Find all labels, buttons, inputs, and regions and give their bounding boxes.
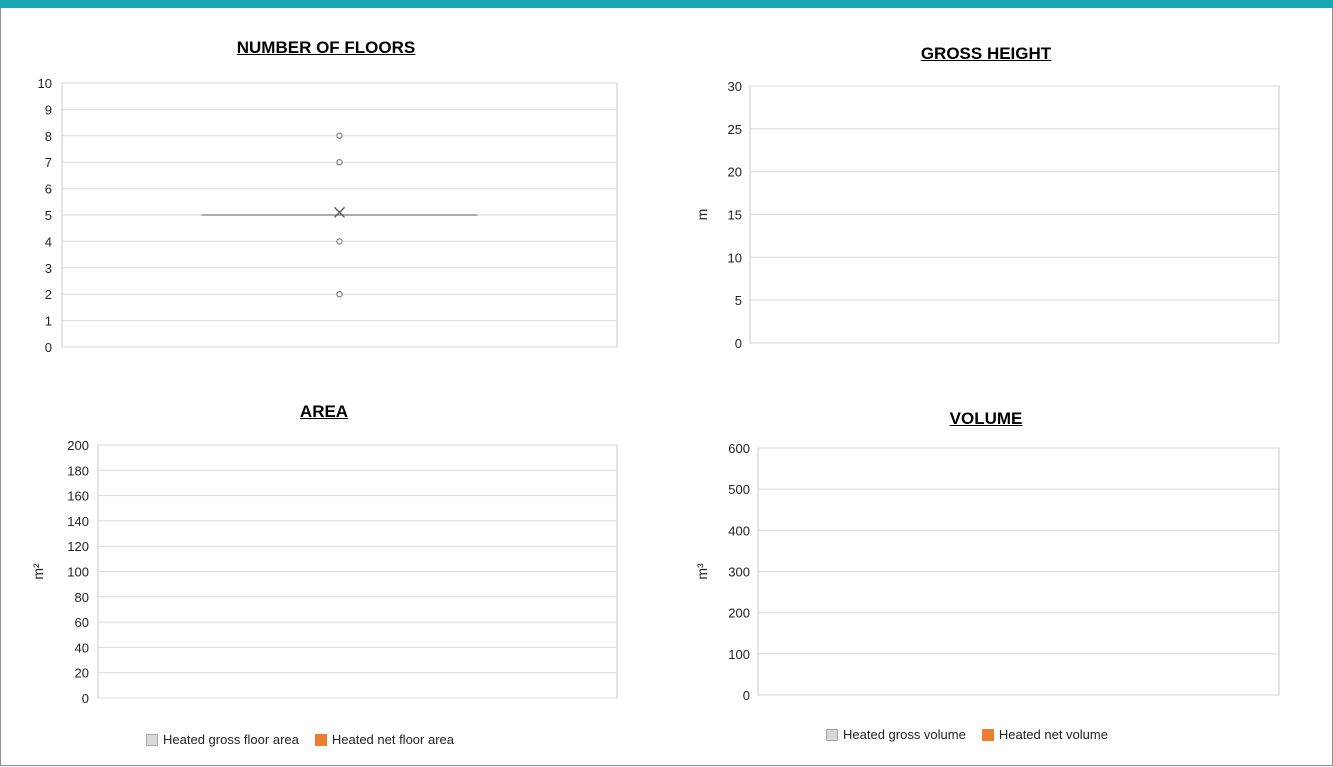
legend-item-gross-area xyxy=(146,732,299,747)
legend-swatch-net-volume xyxy=(982,729,994,741)
area-tick-label: 100 xyxy=(67,564,89,580)
volume-tick-label: 400 xyxy=(728,523,750,539)
legend-item-gross-volume xyxy=(826,727,966,742)
floors-outlier-point xyxy=(337,133,342,138)
area-tick-label: 200 xyxy=(67,438,89,453)
floors-outlier-point xyxy=(337,239,342,244)
area-legend xyxy=(146,732,464,747)
height-tick-label: 25 xyxy=(727,121,742,137)
legend-item-net-volume xyxy=(982,727,1108,742)
height-axis-unit: m xyxy=(694,208,710,221)
height-tick-label: 30 xyxy=(727,79,742,94)
height-tick-label: 5 xyxy=(734,293,742,309)
floors-tick-label: 7 xyxy=(44,155,52,171)
floors-tick-label: 8 xyxy=(44,128,52,144)
area-axis-unit: m² xyxy=(30,563,46,580)
legend-label-net-area: Heated net floor area xyxy=(331,732,454,747)
area-tick-label: 160 xyxy=(67,488,89,504)
volume-chart-title: VOLUME xyxy=(949,409,1023,428)
area-tick-label: 180 xyxy=(67,463,89,479)
area-tick-label: 0 xyxy=(81,691,89,706)
volume-tick-label: 300 xyxy=(728,564,750,580)
floors-tick-label: 0 xyxy=(44,340,52,355)
area-tick-label: 60 xyxy=(74,615,89,631)
area-chart-title: AREA xyxy=(299,402,349,421)
height-tick-label: 0 xyxy=(734,336,742,351)
floors-outlier-point xyxy=(337,160,342,165)
floors-tick-label: 4 xyxy=(44,234,52,250)
legend-item-net-area xyxy=(315,732,454,747)
height-chart-title: GROSS HEIGHT xyxy=(920,44,1052,63)
legend-label-gross-area: Heated gross floor area xyxy=(163,732,299,747)
area-tick-label: 140 xyxy=(67,513,89,529)
volume-tick-label: 100 xyxy=(728,646,750,662)
volume-tick-label: 500 xyxy=(728,482,750,498)
legend-swatch-gross-volume xyxy=(826,729,838,741)
volume-legend xyxy=(826,727,1118,742)
legend-label-gross-volume: Heated gross volume xyxy=(843,727,966,742)
floors-tick-label: 10 xyxy=(37,76,52,91)
floors-tick-label: 5 xyxy=(44,208,52,223)
height-tick-label: 10 xyxy=(727,250,742,266)
floors-tick-label: 9 xyxy=(44,102,52,118)
floors-outlier-point xyxy=(337,292,342,297)
volume-tick-label: 600 xyxy=(728,441,750,456)
height-tick-label: 15 xyxy=(727,207,742,223)
volume-tick-label: 200 xyxy=(728,605,750,621)
volume-tick-label: 0 xyxy=(742,688,750,703)
volume-axis-unit: m³ xyxy=(694,563,710,580)
floors-chart-title: NUMBER OF FLOORS xyxy=(236,38,416,57)
legend-label-net-volume: Heated net volume xyxy=(998,727,1108,742)
floors-tick-label: 1 xyxy=(44,313,52,329)
area-tick-label: 120 xyxy=(67,539,89,555)
legend-swatch-gross-area xyxy=(146,734,158,746)
area-tick-label: 40 xyxy=(74,640,89,656)
area-tick-label: 20 xyxy=(74,665,89,681)
height-tick-label: 20 xyxy=(727,164,742,180)
floors-tick-label: 6 xyxy=(44,181,52,197)
floors-tick-label: 2 xyxy=(44,287,52,303)
area-tick-label: 80 xyxy=(74,589,89,605)
legend-swatch-net-area xyxy=(315,734,327,746)
floors-tick-label: 3 xyxy=(44,260,52,276)
